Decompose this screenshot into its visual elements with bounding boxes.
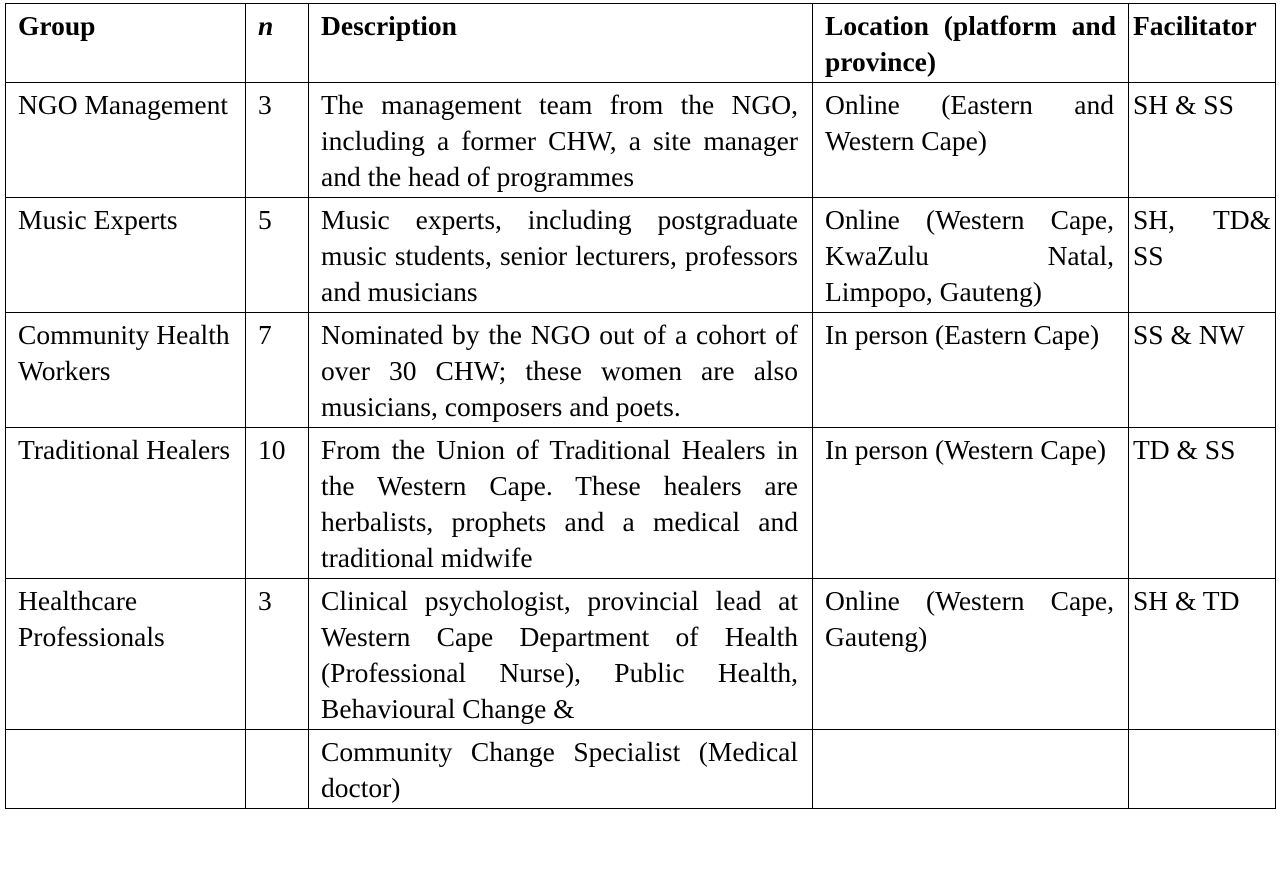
table-row xyxy=(6,198,1276,313)
cell-n xyxy=(246,730,309,809)
cell-group: Community Health Workers xyxy=(6,313,246,428)
cell-n: 5 xyxy=(246,198,309,313)
cell-description: Music experts, including postgraduate music students, senior lecturers, professors and musicians xyxy=(309,198,813,313)
cell-description: The management team from the NGO, including a former CHW, a site manager and the head of programmes xyxy=(309,83,813,198)
header-facilitator: Facilitator xyxy=(1129,4,1276,83)
cell-facilitator: TD & SS xyxy=(1129,428,1276,579)
table-row-continuation xyxy=(6,730,1276,809)
cell-n: 7 xyxy=(246,313,309,428)
cell-n: 10 xyxy=(246,428,309,579)
cell-n: 3 xyxy=(246,83,309,198)
cell-n: 3 xyxy=(246,579,309,730)
cell-facilitator: SH & TD xyxy=(1129,579,1276,730)
table-row xyxy=(6,579,1276,730)
cell-facilitator: SH, TD& SS xyxy=(1129,198,1276,313)
cell-group: Music Experts xyxy=(6,198,246,313)
cell-location xyxy=(813,730,1129,809)
cell-facilitator: SH & SS xyxy=(1129,83,1276,198)
cell-description: Clinical psychologist, provincial lead at Western Cape Department of Health (Professional Nurse), Public Health, Behavioural Change & xyxy=(309,579,813,730)
table-header-row xyxy=(6,4,1276,83)
cell-facilitator: SS & NW xyxy=(1129,313,1276,428)
cell-location: Online (Western Cape, KwaZulu Natal, Limpopo, Gauteng) xyxy=(813,198,1129,313)
cell-group xyxy=(6,730,246,809)
cell-location: Online (Eastern and Western Cape) xyxy=(813,83,1129,198)
cell-group: NGO Management xyxy=(6,83,246,198)
cell-location: Online (Western Cape, Gauteng) xyxy=(813,579,1129,730)
table-row xyxy=(6,428,1276,579)
header-group: Group xyxy=(6,4,246,83)
cell-group: Healthcare Professionals xyxy=(6,579,246,730)
header-location: Location (platform and province) xyxy=(813,4,1129,83)
cell-group: Traditional Healers xyxy=(6,428,246,579)
cell-description: From the Union of Traditional Healers in the Western Cape. These healers are herbalists, prophets and a medical and traditional midwife xyxy=(309,428,813,579)
header-description: Description xyxy=(309,4,813,83)
cell-location: In person (Eastern Cape) xyxy=(813,313,1129,428)
cell-location: In person (Western Cape) xyxy=(813,428,1129,579)
cell-description: Nominated by the NGO out of a cohort of over 30 CHW; these women are also musicians, composers and poets. xyxy=(309,313,813,428)
cell-facilitator xyxy=(1129,730,1276,809)
header-n: n xyxy=(246,4,309,83)
participant-groups-table xyxy=(5,3,1276,809)
table-row xyxy=(6,313,1276,428)
table-row xyxy=(6,83,1276,198)
cell-description: Community Change Specialist (Medical doctor) xyxy=(309,730,813,809)
